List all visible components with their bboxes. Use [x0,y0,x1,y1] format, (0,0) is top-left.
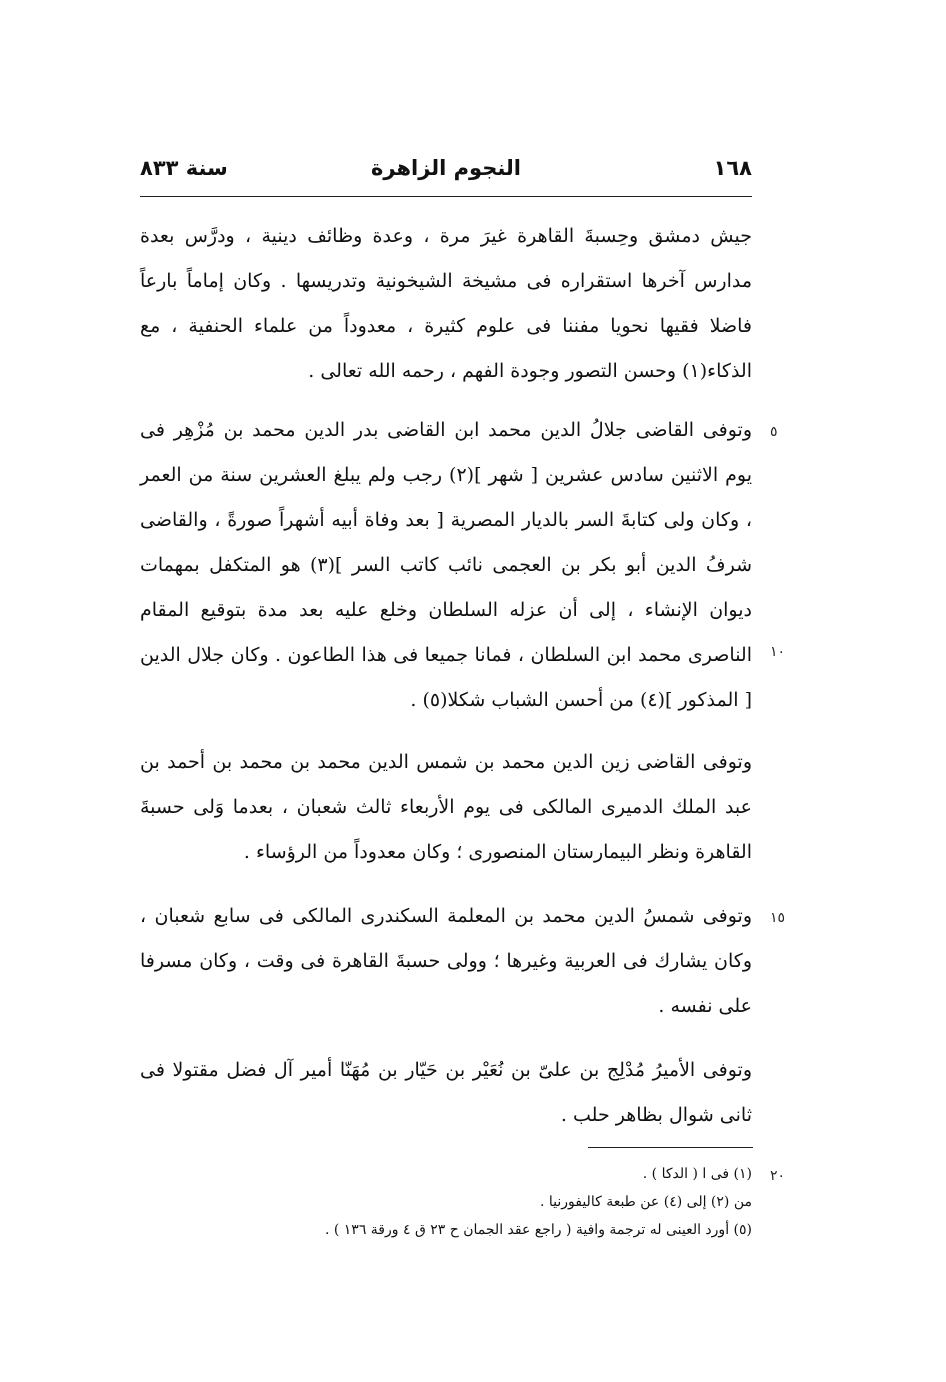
line-number-marker: ٢٠ [770,1168,786,1184]
paragraph: وتوفى القاضى جلالُ الدين محمد ابن القاضى بدر الدين محمد بن مُزْهِر فى يوم الاثنين سادس عشرين [ شهر ](٢) رجب ولم يبلغ العشرين سنة من العمر ، وكان ولى كتابةَ السر بالديار المصرية [ بعد وفاة أبيه أشهراً صورةً ، والقاضى شرفُ الدين أبو بكر بن العجمى نائب كاتب السر ](٣) هو المتكفل بمهمات ديوان الإنشاء ، إلى أن عزله السلطان وخلع عليه بعد مدة بتوقيع المقام الناصرى محمد ابن السلطان ، فمانا جميعا فى هذا الطاعون . وكان جلال الدين [ المذكور ](٤) من أحسن الشباب شكلا(٥) . [140,419,752,711]
paragraph: وتوفى الأميرُ مُدْلِج بن علىّ بن نُعَيْر بن حَيّار بن مُهَنّا أمير آل فضل مقتولا فى ثانى شوال بظاهر حلب . [140,1059,752,1126]
footnote: من (٢) إلى (٤) عن طبعة كاليفورنيا . [539,1194,752,1210]
paragraph: وتوفى شمسُ الدين محمد بن المعلمة السكندرى المالكى فى سابع شعبان ، وكان يشارك فى العربية وغيرها ؛ وولى حسبةَ القاهرة فى وقت ، وكان مسرفا على نفسه . [140,905,752,1017]
paragraph: وتوفى القاضى زين الدين محمد بن شمس الدين محمد بن محمد بن أحمد بن عبد الملك الدميرى المالكى فى يوم الأربعاء ثالث شعبان ، بعدما وَلى حسبةَ القاهرة ونظر البيمارستان المنصورى ؛ وكان معدوداً من الرؤساء . [140,751,752,863]
paragraph: جيش دمشق وحِسبةَ القاهرة غيرَ مرة ، وعدة وظائف دينية ، ودرَّس بعدة مدارس آخرها استقراره فى مشيخة الشيخونية وتدريسها . وكان إماماً بارعاً فاضلا فقيها نحويا مفننا فى علوم كثيرة ، معدوداً من علماء الحنفية ، مع الذكاء(١) وحسن التصور وجودة الفهم ، رحمه الله تعالى . [140,225,752,382]
footnote-rule [588,1147,753,1148]
line-number-marker: ١٠ [770,644,786,660]
page-number: ١٦٨ [713,156,752,180]
year-label: سنة ٨٣٣ [140,156,228,180]
running-header [140,152,752,192]
line-number-marker: ٥ [770,424,778,440]
line-number-marker: ١٥ [770,910,786,926]
footnote: (٥) أورد العينى له ترجمة وافية ( راجع عقد الجمان ح ٢٣ ق ٤ ورقة ١٣٦ ) . [324,1222,752,1238]
header-rule [140,196,752,197]
footnotes [140,1160,752,1244]
book-title: النجوم الزاهرة [370,156,522,180]
footnote: (١) فى ا ( الدكا ) . [642,1166,752,1182]
